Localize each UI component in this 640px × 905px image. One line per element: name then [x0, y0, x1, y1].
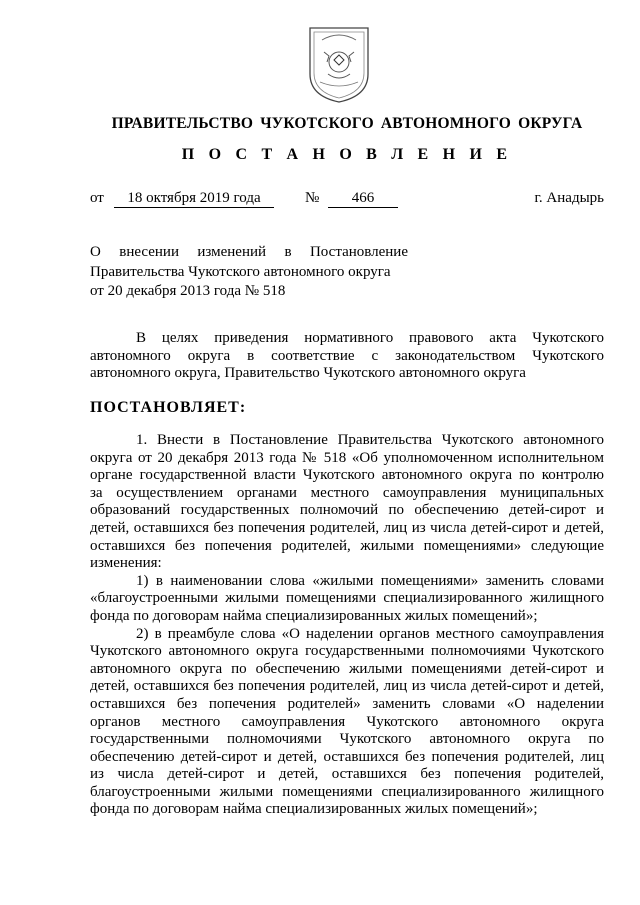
body-line: округа от 20 декабря 2013 года № 518 «Об уполномоченном исполнительном: [90, 449, 604, 466]
subject-line-1: [90, 243, 408, 263]
subject-word: в: [284, 244, 292, 260]
body-line: благоустроенными жилыми помещениями специализированного жилищного: [90, 783, 604, 800]
document-subject: [90, 243, 408, 302]
date-from-label: от: [90, 190, 104, 206]
document-date: 18 октября 2019 года: [114, 190, 274, 208]
body-line: детей, оставшихся без попечения родителей, лиц из числа детей-сирот и детей,: [90, 519, 604, 536]
preamble-line: автономного округа, Правительство Чукотского автономного округа: [90, 365, 526, 382]
body-line: автономного округа по обеспечению жилыми помещениями детей-сирот и: [90, 660, 604, 677]
body-line: оставшихся без попечения родителей, жилыми помещениями» следующие: [90, 537, 604, 554]
body-line: за осуществлением органами местного самоуправления муниципальных: [90, 484, 604, 501]
government-title: ПРАВИТЕЛЬСТВО ЧУКОТСКОГО АВТОНОМНОГО ОКРУГА: [111, 115, 583, 132]
preamble-line: В целях приведения нормативного правового акта Чукотского: [136, 330, 604, 346]
body-line: 1) в наименовании слова «жилыми помещениями» заменить словами: [136, 572, 604, 589]
body-line: фонда по договорам найма специализированных жилых помещений»;: [90, 607, 538, 624]
dateline: [90, 190, 604, 212]
subject-word: изменений: [197, 244, 267, 260]
preamble: [90, 330, 604, 383]
body-line: фонда по договорам найма специализированных жилых помещений»;: [90, 801, 538, 818]
body-line: «благоустроенными жилыми помещениями специализированного жилищного: [90, 590, 604, 607]
body-line: государственными полномочиями Чукотского автономного округа по: [90, 731, 604, 748]
body-line: образований государственных полномочий по обеспечению детей-сирот и: [90, 502, 604, 519]
subject-word: О: [90, 244, 101, 260]
body-line: детей, оставшихся без попечения родителей, лиц из числа детей-сирот и детей,: [90, 678, 604, 695]
subject-word: Постановление: [309, 244, 408, 260]
body-line: оставшихся без попечения родителей» заменить словами «О наделении: [90, 695, 604, 712]
coat-of-arms-emblem: [306, 22, 372, 104]
subject-line-2: Правительства Чукотского автономного округа: [90, 263, 391, 280]
body-text: [90, 432, 604, 819]
body-line: Чукотского автономного округа государственными полномочиями Чукотского: [90, 643, 604, 660]
resolves-heading: ПОСТАНОВЛЯЕТ:: [90, 399, 247, 416]
body-line: 2) в преамбуле слова «О наделении органов местного самоуправления: [136, 625, 604, 642]
document-type-title: П О С Т А Н О В Л Е Н И Е: [181, 146, 513, 163]
body-line: 1. Внести в Постановление Правительства Чукотского автономного: [136, 432, 604, 448]
body-line: обеспечению детей-сирот и детей, оставшихся без попечения родителей, лиц: [90, 748, 604, 765]
subject-word: внесении: [119, 244, 179, 260]
number-label: №: [305, 190, 320, 206]
document-number: 466: [328, 190, 398, 208]
preamble-line: автономного округа в соответствие с законодательством Чукотского: [90, 347, 604, 364]
subject-line-3: от 20 декабря 2013 года № 518: [90, 283, 286, 299]
body-line: из числа детей-сирот и детей, оставшихся без попечения родителей,: [90, 766, 604, 783]
body-line: органе государственной власти Чукотского автономного округа по контролю: [90, 467, 604, 484]
body-line: органов местного самоуправления Чукотского автономного округа: [90, 713, 604, 730]
city-name: г. Анадырь: [534, 190, 604, 206]
body-line: изменения:: [90, 555, 162, 572]
